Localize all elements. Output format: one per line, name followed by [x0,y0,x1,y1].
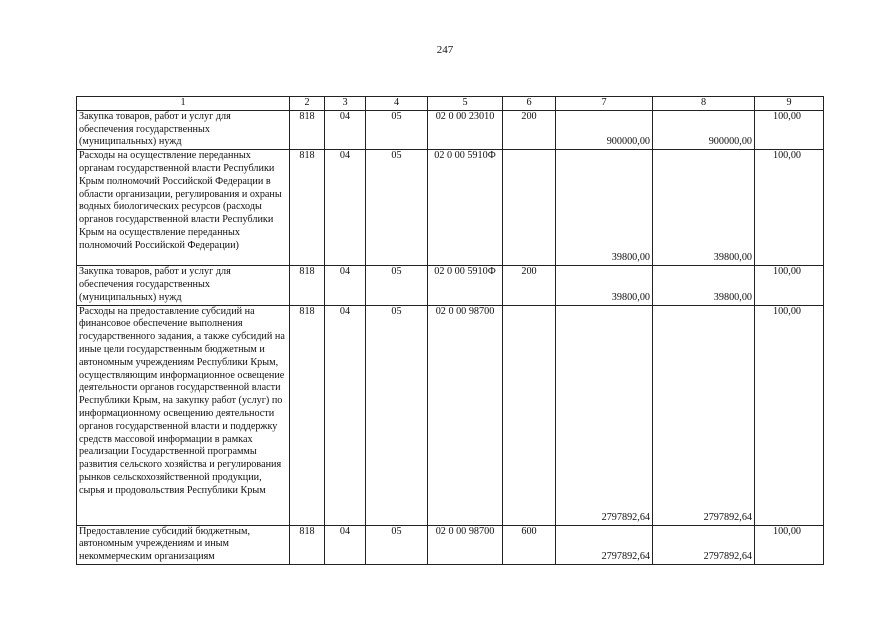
cell-admin-code: 818 [290,266,325,305]
cell-amount-executed: 900000,00 [653,110,755,149]
cell-admin-code: 818 [290,110,325,149]
cell-amount-planned: 2797892,64 [556,525,653,564]
cell-subsection: 05 [366,150,428,266]
cell-section: 04 [325,150,366,266]
cell-amount-planned: 900000,00 [556,110,653,149]
cell-subsection: 05 [366,525,428,564]
cell-expense-type [503,305,556,525]
cell-expense-type: 600 [503,525,556,564]
row-name: Расходы на осуществление переданных органам государственной власти Республики Крым полномочий Российской Федерации в области организации, регулирования и охраны водных биологических ресурсов (расходы органов государственной власти Республики Крым на осуществление переданных полномочий Российской Федерации) [77,150,290,266]
cell-amount-planned: 2797892,64 [556,305,653,525]
table-row [77,305,824,525]
header-cell: 6 [503,97,556,111]
header-cell: 8 [653,97,755,111]
cell-section: 04 [325,305,366,525]
row-name: Закупка товаров, работ и услуг для обеспечения государственных (муниципальных) нужд [77,110,290,149]
row-name: Предоставление субсидий бюджетным, автономным учреждениям и иным некоммерческим организациям [77,525,290,564]
cell-expense-type [503,150,556,266]
cell-target-article: 02 0 00 98700 [428,305,503,525]
table-row [77,266,824,305]
cell-subsection: 05 [366,305,428,525]
cell-subsection: 05 [366,110,428,149]
header-cell: 2 [290,97,325,111]
table-row [77,110,824,149]
cell-percent: 100,00 [755,525,824,564]
header-cell: 9 [755,97,824,111]
cell-admin-code: 818 [290,150,325,266]
cell-amount-executed: 2797892,64 [653,525,755,564]
table-header-row [77,97,824,111]
cell-subsection: 05 [366,266,428,305]
cell-percent: 100,00 [755,305,824,525]
cell-section: 04 [325,525,366,564]
cell-amount-executed: 2797892,64 [653,305,755,525]
cell-amount-planned: 39800,00 [556,266,653,305]
header-cell: 5 [428,97,503,111]
cell-section: 04 [325,266,366,305]
cell-percent: 100,00 [755,110,824,149]
table-row [77,150,824,266]
cell-target-article: 02 0 00 5910Ф [428,150,503,266]
cell-section: 04 [325,110,366,149]
row-name: Закупка товаров, работ и услуг для обеспечения государственных (муниципальных) нужд [77,266,290,305]
cell-admin-code: 818 [290,525,325,564]
header-cell: 7 [556,97,653,111]
cell-admin-code: 818 [290,305,325,525]
cell-target-article: 02 0 00 23010 [428,110,503,149]
cell-expense-type: 200 [503,266,556,305]
header-cell: 3 [325,97,366,111]
header-cell: 4 [366,97,428,111]
cell-amount-executed: 39800,00 [653,150,755,266]
cell-amount-planned: 39800,00 [556,150,653,266]
budget-table [76,96,824,565]
cell-amount-executed: 39800,00 [653,266,755,305]
cell-target-article: 02 0 00 98700 [428,525,503,564]
cell-percent: 100,00 [755,150,824,266]
table-row [77,525,824,564]
cell-expense-type: 200 [503,110,556,149]
cell-target-article: 02 0 00 5910Ф [428,266,503,305]
header-cell: 1 [77,97,290,111]
page-number: 247 [436,44,454,56]
cell-percent: 100,00 [755,266,824,305]
row-name: Расходы на предоставление субсидий на финансовое обеспечение выполнения государственного задания, а также субсидий на иные цели государственным бюджетным и автономным учреждениям Республики Крым, осуществляющим информационное освещение деятельности органов государственной власти Республики Крым, на закупку работ (услуг) по информационному освещению деятельности органов государственной власти и поддержку средств массовой информации в рамках реализации Государственной программы развития сельского хозяйства и регулирования рынков сельскохозяйственной продукции, сырья и продовольствия Республики Крым [77,305,290,525]
